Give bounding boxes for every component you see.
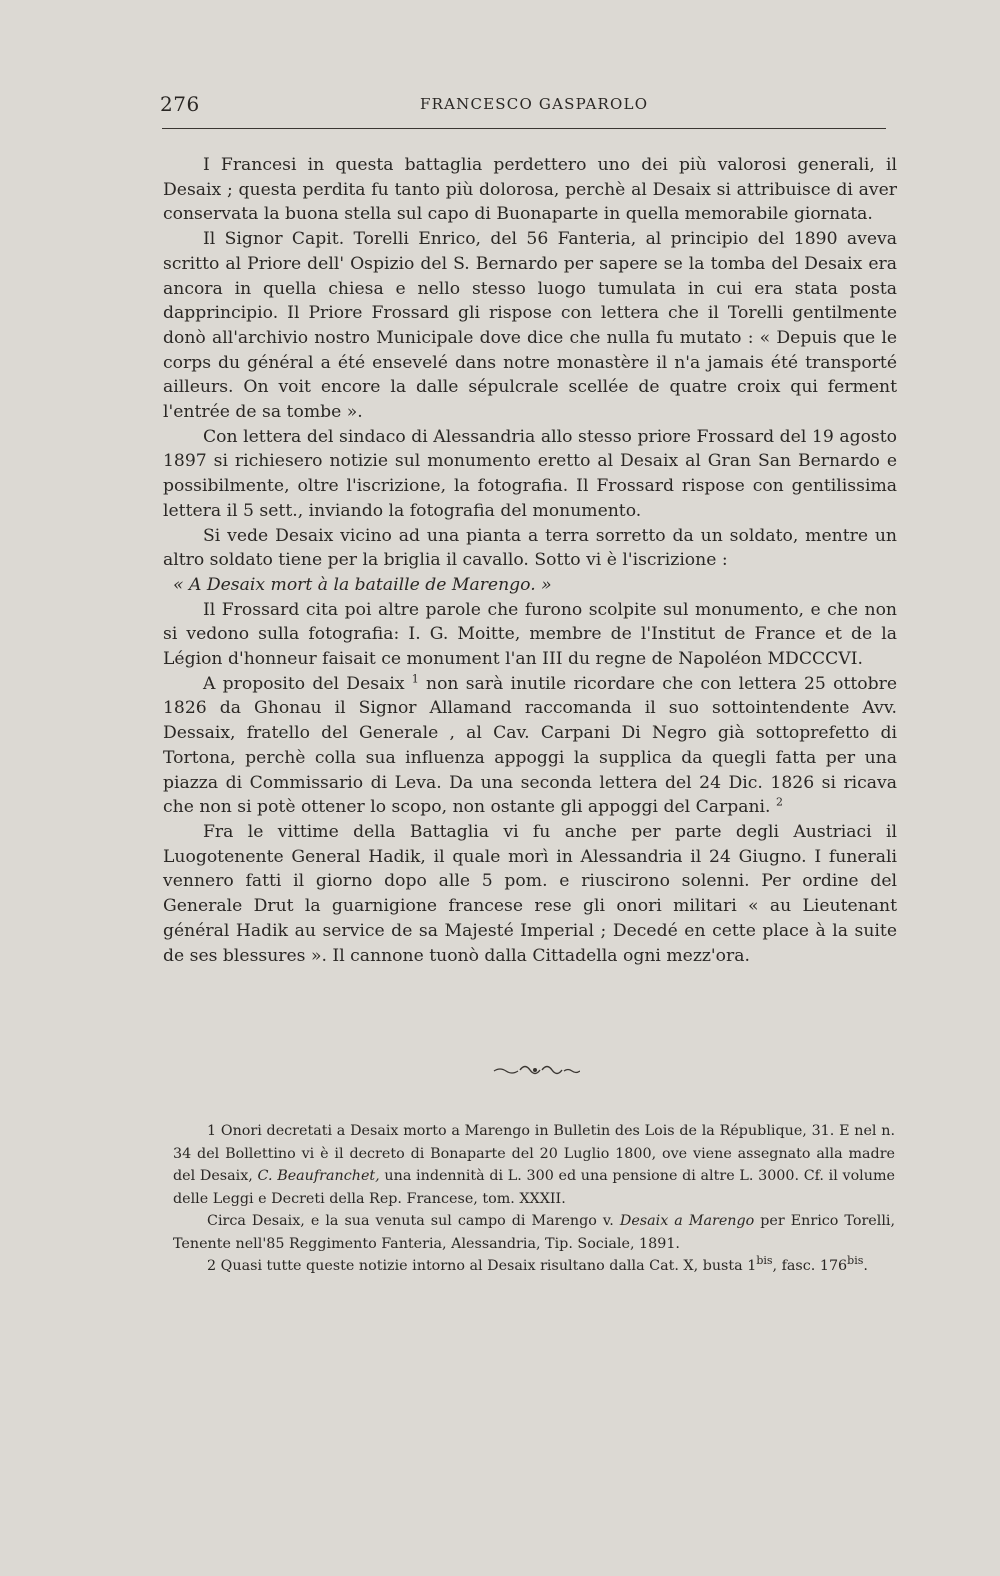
- paragraph: Con lettera del sindaco di Alessandria allo stesso priore Frossard del 19 agosto 1897 si richiesero notizie sul monumento eretto al Desaix al Gran San Bernardo e possibilmente, oltre l'iscrizione, la fotografia. Il Frossard rispose con gentilissima lettera il 5 sett., inviando la fotografia del monumento.: [163, 426, 897, 521]
- footnote-italic: Desaix a Marengo: [619, 1213, 755, 1229]
- paragraph: [163, 672, 897, 820]
- footnote-superscript: bis: [756, 1254, 773, 1268]
- footnote-ref: 1: [411, 672, 419, 686]
- page-number: 276: [160, 92, 200, 116]
- footnote-text: una indennità di L. 300 ed una pensione di altre L. 3000. Cf. il volume delle Leggi e Decreti della Rep. Francese, tom. XXXII.: [173, 1168, 895, 1207]
- footnote-text: .: [863, 1258, 868, 1274]
- footnote-text: Onori decretati a Desaix morto a Marengo in Bulletin des Lois de la République, 31. E nel n. 34 del Bollettino vi è il decreto di Bonaparte del 20 Luglio 1800, ove viene assegnato alla madre del Desaix,: [173, 1123, 895, 1184]
- header-rule: [162, 128, 886, 129]
- footnote-number: 2: [207, 1258, 217, 1274]
- paragraph-text: A proposito del Desaix: [203, 673, 405, 694]
- footnote-superscript: bis: [847, 1254, 864, 1268]
- footnote-1-continued: [173, 1210, 895, 1255]
- footnote-text: Circa Desaix, e la sua venuta sul campo di Marengo v.: [207, 1213, 620, 1229]
- ornamental-divider-icon: [490, 1060, 580, 1080]
- paragraph: Il Frossard cita poi altre parole che furono scolpite sul monumento, e che non si vedono sulla fotografia: I. G. Moitte, membre de l'Institut de France et de la Légion d'honneur faisait ce monument l'an III du regne de Napoléon MDCCCVI.: [163, 599, 897, 670]
- running-title: FRANCESCO GASPAROLO: [420, 95, 649, 113]
- inscription-quote: « A Desaix mort à la bataille de Marengo. »: [173, 574, 552, 595]
- footnote-text: , fasc. 176: [772, 1258, 848, 1274]
- footnote-number: 1: [207, 1123, 217, 1139]
- footnotes: [173, 1120, 895, 1278]
- footnote-ref: 2: [776, 795, 783, 809]
- body-text: [163, 153, 897, 968]
- paragraph: Si vede Desaix vicino ad una pianta a terra sorretto da un soldato, mentre un altro soldato tiene per la briglia il cavallo. Sotto vi è l'iscrizione :: [163, 525, 897, 571]
- footnote-text: Quasi tutte queste notizie intorno al Desaix risultano dalla Cat. X, busta 1: [216, 1258, 757, 1274]
- footnote-text: per Enrico Torelli, Tenente nell'85 Reggimento Fanteria, Alessandria, Tip. Sociale, 1891.: [173, 1213, 896, 1252]
- footnote-italic: C. Beaufranchet,: [257, 1168, 380, 1184]
- footnote-1: [173, 1120, 895, 1210]
- page-header: [160, 92, 888, 122]
- paragraph: Il Signor Capit. Torelli Enrico, del 56 Fanteria, al principio del 1890 aveva scritto al Priore dell' Ospizio del S. Bernardo per sapere se la tomba del Desaix era ancora in quella chiesa e nello stesso luogo tumulata in cui era stata posta dapprincipio. Il Priore Frossard gli rispose con lettera che il Torelli gentilmente donò all'archivio nostro Municipale dove dice che nulla fu mutato : « Depuis que le corps du général a été ensevelé dans notre monastère il n'a jamais été transporté ailleurs. On voit encore la dalle sépulcrale scellée de quatre croix qui ferment l'entrée de sa tombe ».: [163, 229, 897, 423]
- footnote-2: [173, 1255, 895, 1278]
- paragraph-text: non sarà inutile ricordare che con lettera 25 ottobre 1826 da Ghonau il Signor Allamand raccomanda il suo sottointendente Avv. Dessaix, fratello del Generale , al Cav. Carpani Di Negro già sottoprefetto di Tortona, perchè colla sua influenza appoggi la supplica da quegli fatta per una piazza di Commissario di Leva. Da una seconda lettera del 24 Dic. 1826 si ricava che non si potè ottener lo scopo, non ostante gli appoggi del Carpani.: [163, 673, 898, 818]
- paragraph: Fra le vittime della Battaglia vi fu anche per parte degli Austriaci il Luogotenente General Hadik, il quale morì in Alessandria il 24 Giugno. I funerali vennero fatti il giorno dopo alle 5 pom. e riuscirono solenni. Per ordine del Generale Drut la guarnigione francese rese gli onori militari « au Lieutenant général Hadik au service de sa Majesté Imperial ; Decedé en cette place à la suite de ses blessures ». Il cannone tuonò dalla Cittadella ogni mezz'ora.: [163, 821, 897, 966]
- paragraph: I Francesi in questa battaglia perdettero uno dei più valorosi generali, il Desaix ; questa perdita fu tanto più dolorosa, perchè al Desaix si attribuisce di aver conservata la buona stella sul capo di Buonaparte in quella memorabile giornata.: [163, 155, 897, 225]
